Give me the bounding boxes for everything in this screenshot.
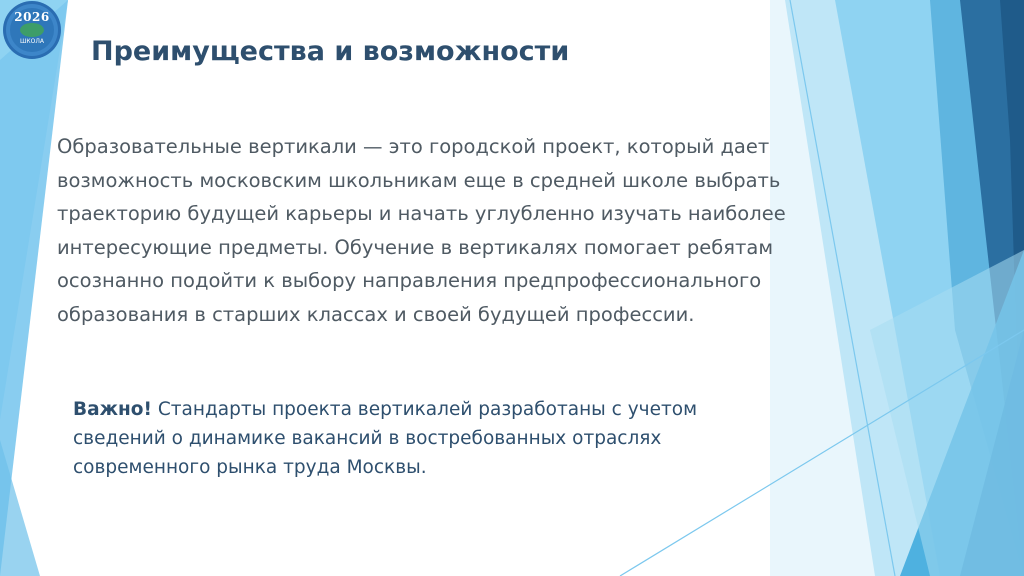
- logo-year: 2026: [14, 10, 50, 24]
- important-note-lead: Важно!: [73, 399, 152, 420]
- left-panel-shape-3: [0, 440, 40, 576]
- logo: [0, 0, 64, 64]
- logo-caption: ШКОЛА: [19, 38, 44, 45]
- important-note-text: Стандарты проекта вертикалей разработаны с учетом сведений о динамике вакансий в востребованных отраслях современного рынка труда Москвы.: [73, 399, 698, 478]
- slide-body-text: Образовательные вертикали — это городской проект, который дает возможность московским школьникам еще в средней школе выбрать траекторию будущей карьеры и начать углубленно изучать наиболее интересующие предметы. Обучение в вертикалях помогает ребятам осознанно подойти к выбору направления предпрофессионального образования в старших классах и своей будущей профессии.: [57, 135, 786, 326]
- important-note: [73, 395, 793, 482]
- slide-title: Преимущества и возможности: [91, 36, 570, 67]
